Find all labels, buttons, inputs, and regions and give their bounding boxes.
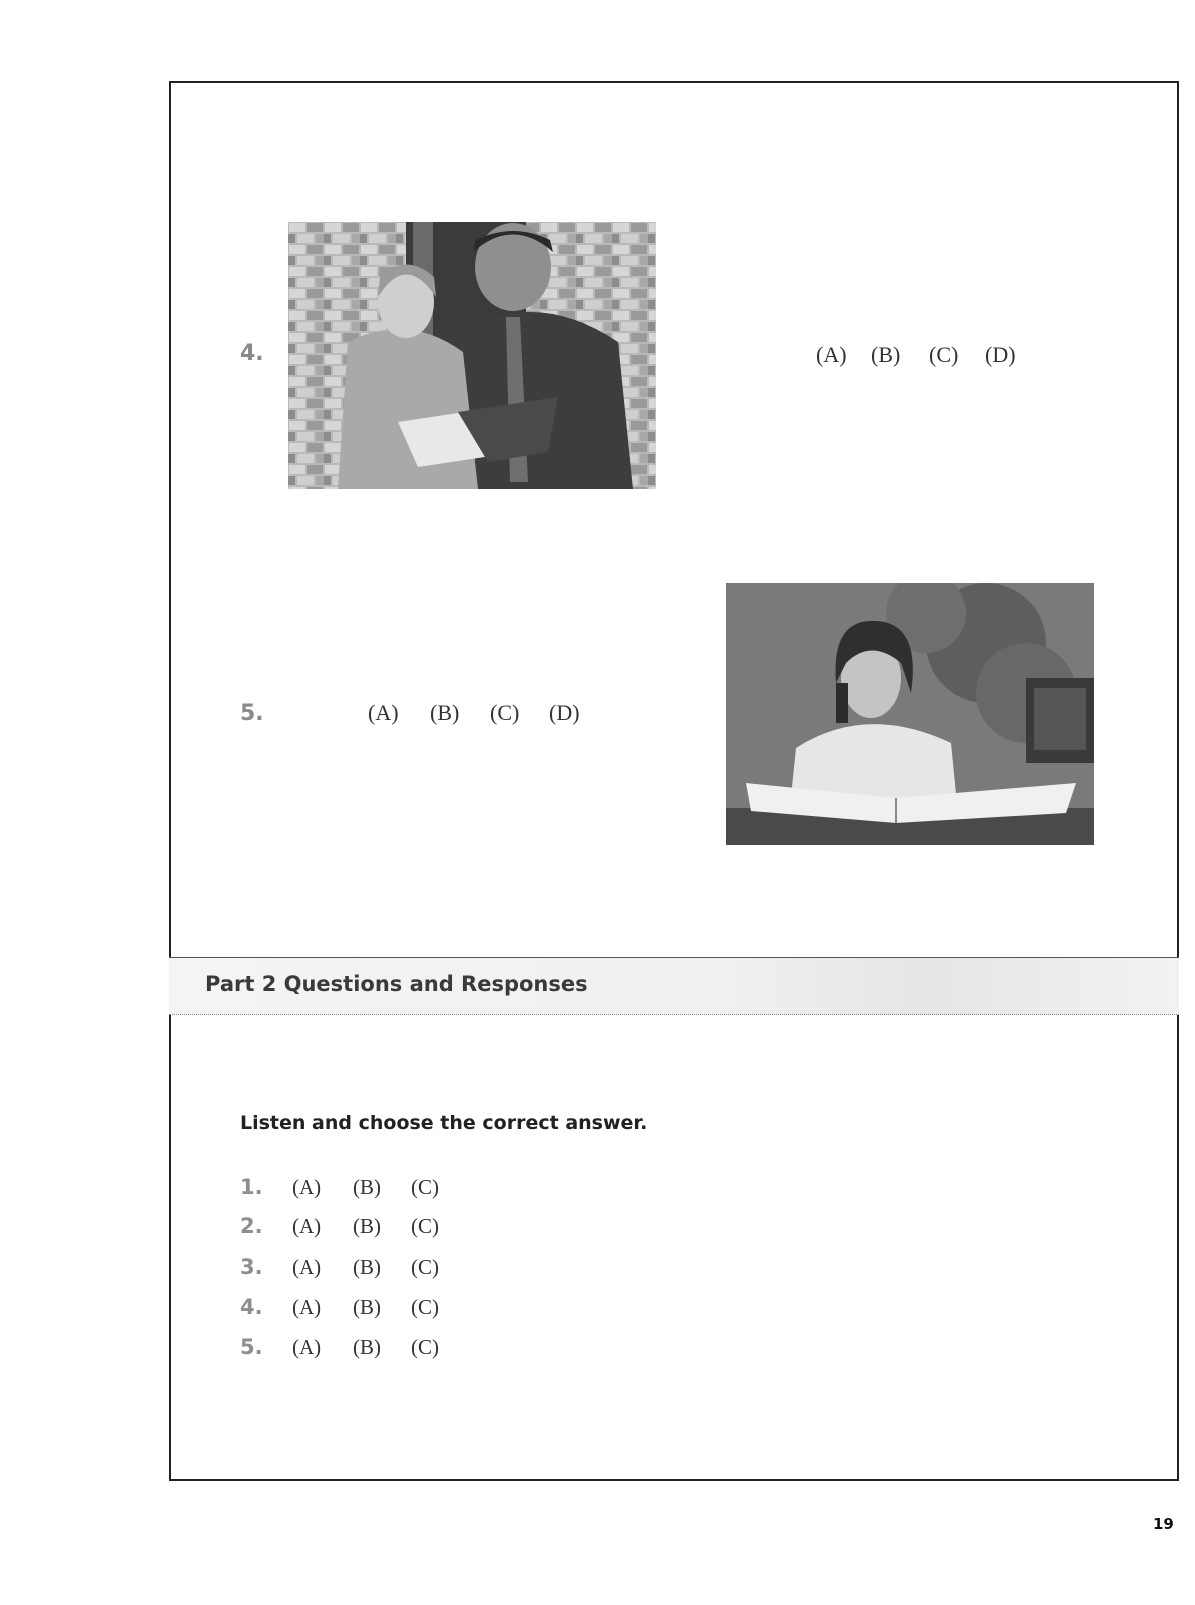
item-number: 5. [240,1335,263,1359]
option-b[interactable]: (B) [353,1335,381,1359]
question-5-option-c[interactable]: (C) [490,700,520,725]
option-c[interactable]: (C) [411,1335,439,1359]
question-5-number: 5. [240,701,264,726]
option-c[interactable]: (C) [411,1175,439,1199]
page-number: 19 [1153,1515,1174,1533]
option-a[interactable]: (A) [292,1214,322,1238]
question-4-photo [288,222,656,489]
item-number: 1. [240,1175,263,1199]
question-4-option-c[interactable]: (C) [929,342,959,367]
option-b[interactable]: (B) [353,1214,381,1238]
option-c[interactable]: (C) [411,1214,439,1238]
option-b[interactable]: (B) [353,1255,381,1279]
item-number: 4. [240,1295,263,1319]
question-4-option-b[interactable]: (B) [871,342,901,367]
question-4-option-a[interactable]: (A) [816,342,847,367]
question-5-photo [726,583,1094,845]
option-c[interactable]: (C) [411,1255,439,1279]
option-a[interactable]: (A) [292,1295,322,1319]
option-a[interactable]: (A) [292,1175,322,1199]
question-4-number: 4. [240,341,264,366]
part-2-title: Part 2 Questions and Responses [205,972,588,996]
question-5-option-a[interactable]: (A) [368,700,399,725]
item-number: 3. [240,1255,263,1279]
option-c[interactable]: (C) [411,1295,439,1319]
option-b[interactable]: (B) [353,1295,381,1319]
part-2-instruction: Listen and choose the correct answer. [240,1112,648,1134]
question-5-option-d[interactable]: (D) [549,700,580,725]
option-a[interactable]: (A) [292,1335,322,1359]
option-a[interactable]: (A) [292,1255,322,1279]
option-b[interactable]: (B) [353,1175,381,1199]
question-4-option-d[interactable]: (D) [985,342,1016,367]
question-5-option-b[interactable]: (B) [430,700,460,725]
item-number: 2. [240,1214,263,1238]
